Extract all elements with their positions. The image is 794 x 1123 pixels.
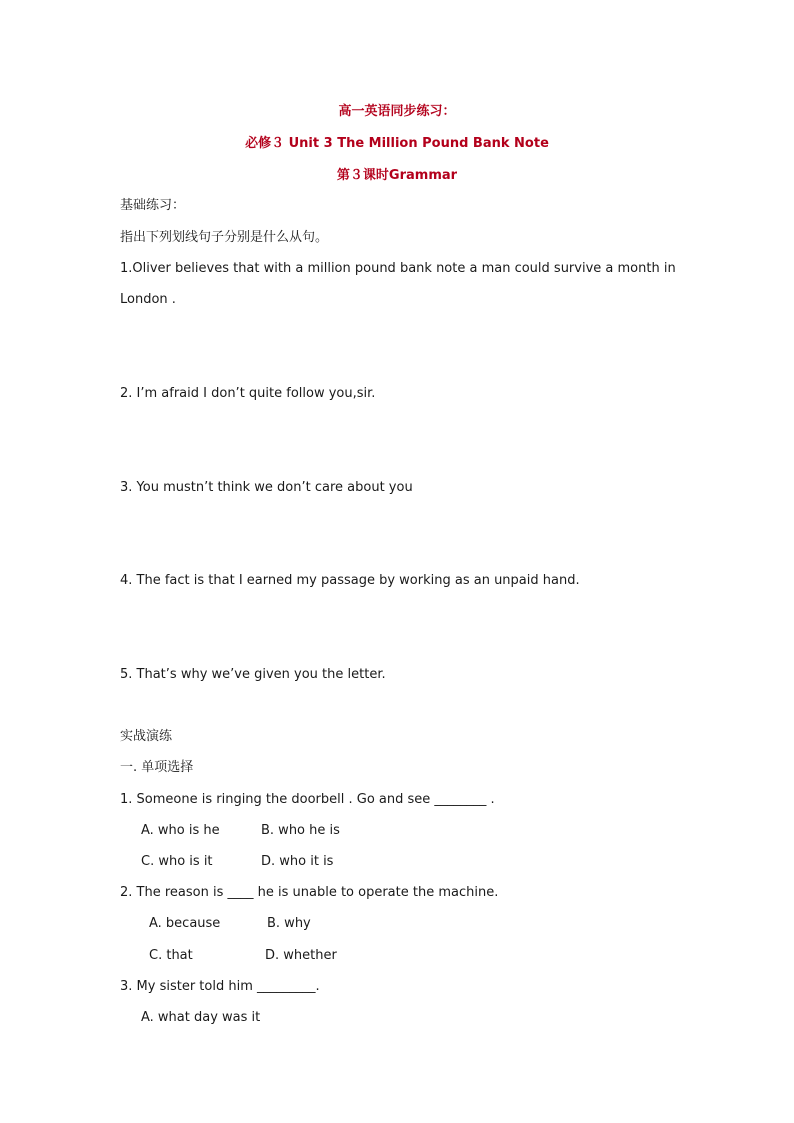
question-2-stem: 2. The reason is ____ he is unable to operate the machine. [120, 885, 499, 900]
question-2-option-a: A. because [149, 916, 221, 931]
question-3-option-a: A. what day was it [141, 1010, 261, 1025]
basic-item-1-line1: 1.Oliver believes that with a million pound bank note a man could survive a month in [120, 261, 676, 276]
practice-section-title: 一. 单项选择 [120, 760, 194, 775]
basic-item-4: 4. The fact is that I earned my passage by working as an unpaid hand. [120, 573, 580, 588]
question-1-option-d: D. who it is [261, 854, 334, 869]
basic-item-1-line2: London . [120, 292, 176, 307]
question-1-option-a: A. who is he [141, 823, 220, 838]
question-1-stem: 1. Someone is ringing the doorbell . Go and see ________ . [120, 792, 495, 807]
question-1-option-b: B. who he is [261, 823, 340, 838]
basic-item-2: 2. I’m afraid I don’t quite follow you,sir. [120, 386, 376, 401]
question-3-stem: 3. My sister told him _________. [120, 979, 320, 994]
practice-heading: 实战演练 [120, 729, 173, 744]
question-2-option-d: D. whether [265, 948, 337, 963]
question-2-option-c: C. that [149, 948, 193, 963]
question-2-option-b: B. why [267, 916, 311, 931]
basic-instruction: 指出下列划线句子分别是什么从句。 [120, 230, 329, 245]
basic-heading: 基础练习： [120, 198, 186, 213]
doc-title-line2: 必修３ Unit 3 The Million Pound Bank Note [245, 136, 549, 151]
basic-item-3: 3. You mustn’t think we don’t care about you [120, 480, 413, 495]
basic-item-5: 5. That’s why we’ve given you the letter. [120, 667, 386, 682]
doc-title-line1: 高一英语同步练习： [338, 104, 456, 119]
doc-title-line3: 第３课时Grammar [336, 168, 458, 183]
question-1-option-c: C. who is it [141, 854, 213, 869]
